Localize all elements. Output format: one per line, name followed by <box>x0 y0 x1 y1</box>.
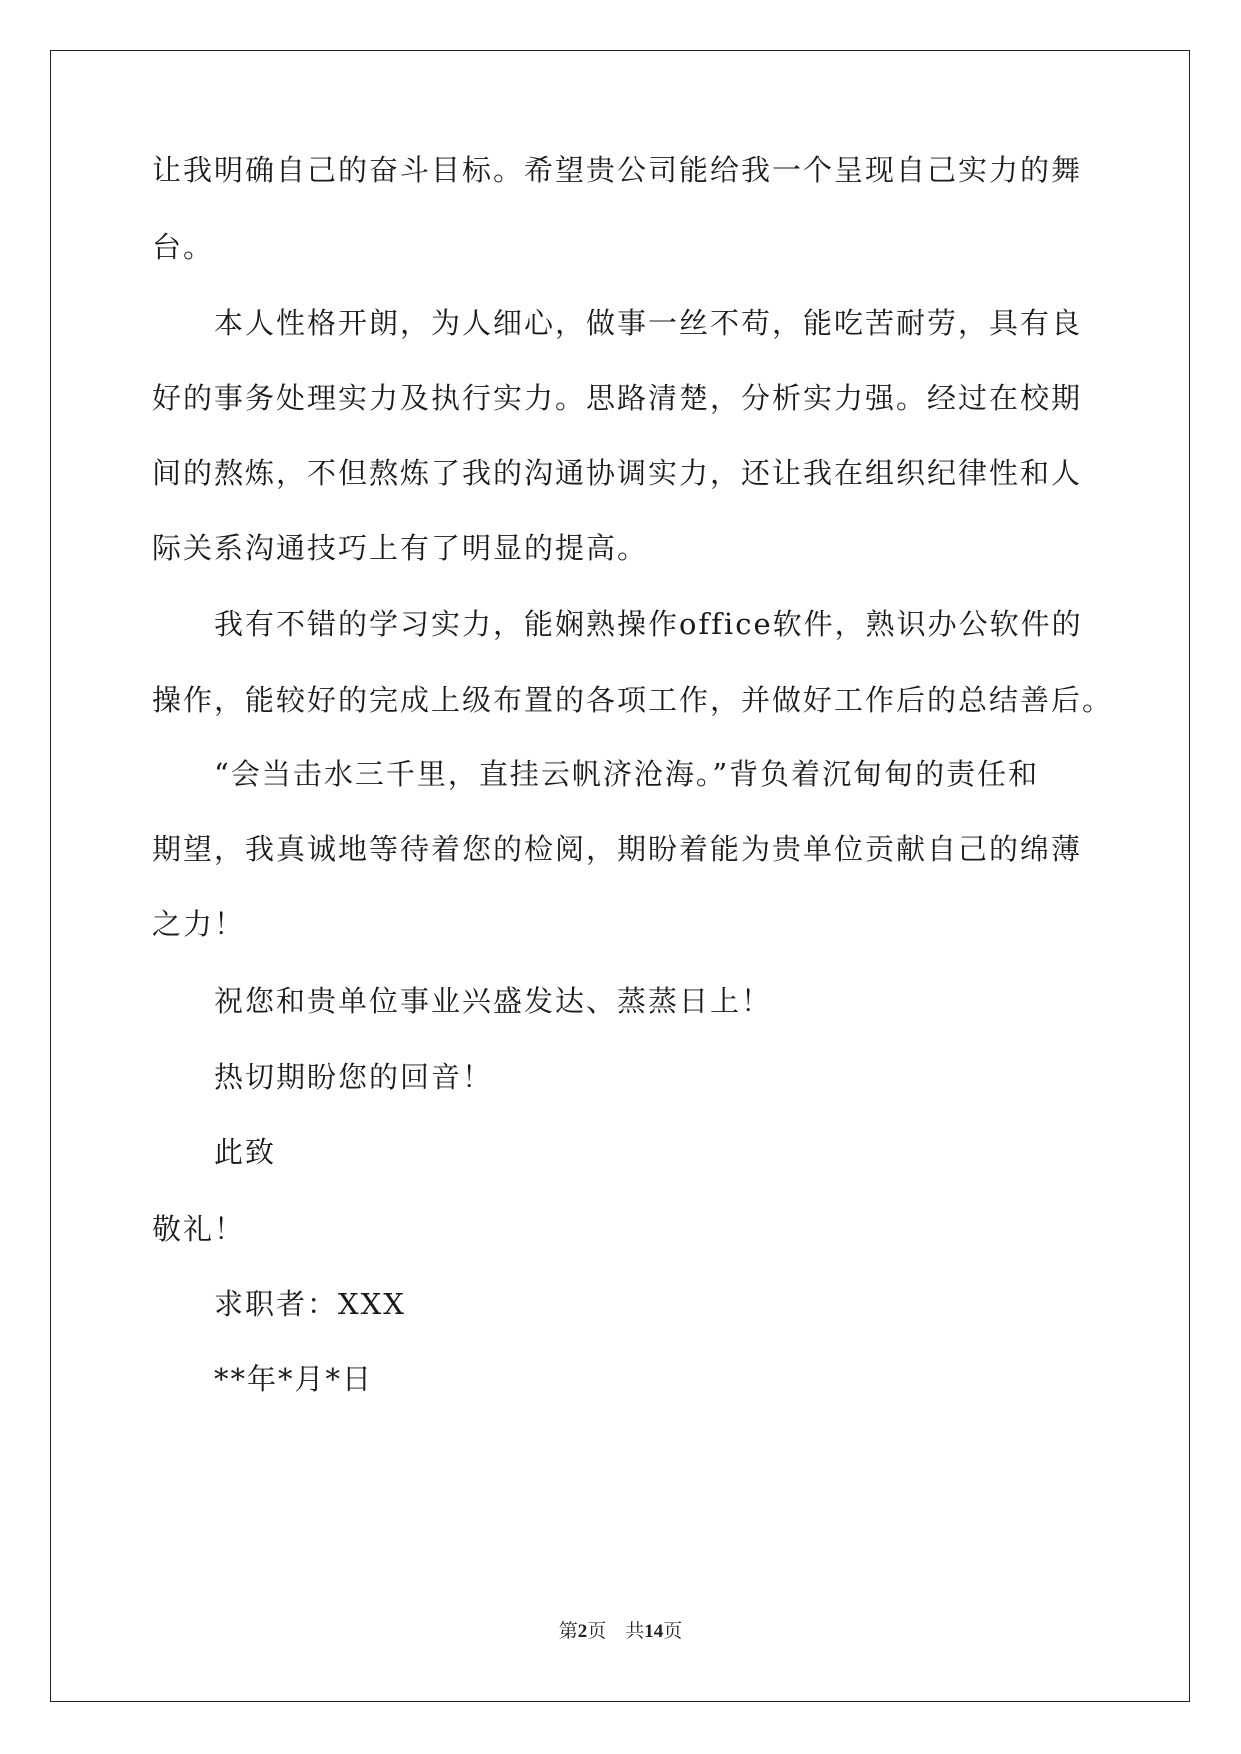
body-line: 我有不错的学习实力，能娴熟操作office软件，熟识办公软件的 <box>214 607 1083 641</box>
footer-total-pages: 14 <box>644 1621 664 1642</box>
signature: 求职者：XXX <box>214 1287 406 1321</box>
date: **年*月*日 <box>214 1362 374 1396</box>
body-line: 让我明确自己的奋斗目标。希望贵公司能给我一个呈现自己实力的舞 <box>152 153 1083 187</box>
salutation: 此致 <box>214 1135 277 1169</box>
body-line: 际关系沟通技巧上有了明显的提高。 <box>152 531 649 565</box>
body-line: 本人性格开朗，为人细心，做事一丝不苟，能吃苦耐劳，具有良 <box>214 306 1083 340</box>
body-line: 操作，能较好的完成上级布置的各项工作，并做好工作后的总结善后。 <box>152 683 1114 717</box>
body-line: 期望，我真诚地等待着您的检阅，期盼着能为贵单位贡献自己的绵薄 <box>152 832 1083 866</box>
regards: 敬礼！ <box>152 1212 246 1246</box>
footer-total-suffix: 页 <box>663 1621 683 1642</box>
closing-wish: 祝您和贵单位事业兴盛发达、蒸蒸日上！ <box>214 984 773 1018</box>
page-footer <box>0 1620 1241 1644</box>
footer-page-number: 2 <box>577 1621 588 1642</box>
body-line: 好的事务处理实力及执行实力。思路清楚，分析实力强。经过在校期 <box>152 381 1083 415</box>
body-line: 之力！ <box>152 907 246 941</box>
footer-page-prefix: 第 <box>558 1621 578 1642</box>
body-line: 台。 <box>152 230 215 264</box>
body-line: 间的熬炼，不但熬炼了我的沟通协调实力，还让我在组织纪律性和人 <box>152 456 1083 490</box>
footer-page-suffix: 页 <box>587 1621 607 1642</box>
closing-hope: 热切期盼您的回音！ <box>214 1060 494 1094</box>
footer-total-prefix: 共 <box>625 1621 645 1642</box>
page-border <box>50 50 1190 1702</box>
body-line: “会当击水三千里，直挂云帆济沧海。”背负着沉甸甸的责任和 <box>214 757 1040 791</box>
